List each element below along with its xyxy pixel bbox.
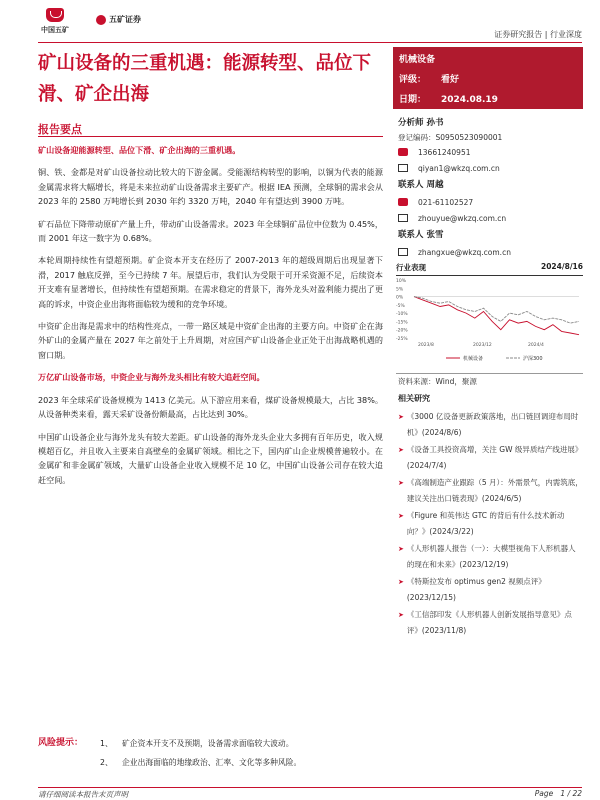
report-type: 证券研究报告 | 行业深度	[494, 30, 582, 39]
risk-row-2	[38, 753, 583, 772]
related-item[interactable]	[398, 508, 583, 540]
summary-highlight: 矿山设备迎能源转型、品位下滑、矿企出海的三重机遇。	[38, 145, 241, 155]
legend-label: 机械设备	[463, 356, 484, 362]
summary-highlight: 万亿矿山设备市场，中资企业与海外龙头相比有较大追赶空间。	[38, 372, 265, 383]
page-number: 1 / 22	[560, 789, 582, 798]
summary-paragraph: 矿石品位下降带动原矿产量上升，带动矿山设备需求。2023 年全球铜矿品位中位数为 0.45%，而 2001 年这一数字为 0.68%。	[38, 218, 383, 244]
series-line-0	[414, 297, 579, 335]
minmetals-logo	[40, 8, 70, 35]
arrow-icon: ➤	[398, 479, 404, 487]
analyst-email-row	[398, 160, 583, 176]
y-tick-label: -25%	[396, 337, 408, 342]
risk-section	[38, 734, 583, 772]
minmetals-name: 中国五矿	[41, 26, 69, 34]
arrow-icon: ➤	[398, 446, 404, 454]
related-item-text: 《设备工具投资高增，关注 GW 级异质结产线进展》(2024/7/4)	[406, 445, 583, 470]
source-divider	[396, 373, 583, 374]
footer-disclaimer: 请仔细阅读本报告末页声明	[38, 790, 128, 799]
date-row	[399, 92, 577, 112]
header-divider	[38, 42, 582, 43]
summary-paragraph: 铜、铁、金都是对矿山设备拉动比较大的下游金属。受能源结构转型的影响，以铜为代表的能源金属需求将大幅增长，将是未来拉动矿山设备需求主要矿产。根据 IEA 预测，全球铜的需求会从 2023 年的 2580 万吨增长到 2030 年约 3320 万吨，2040 年有望达到 3900 万吨。	[38, 167, 383, 207]
summary-paragraph: 2023 年全球采矿设备规模为 1413 亿美元。从下游应用来看，煤矿设备规模最大，占比 38%。从设备种类来看，露天采矿设备份额最高，占比达到 30%。	[38, 394, 383, 420]
footer-divider	[38, 787, 582, 788]
x-tick-label: 2024/4	[528, 343, 544, 348]
contact2-heading: 联系人 张雪	[398, 230, 444, 240]
series-line-1	[414, 297, 579, 324]
y-tick-label: -5%	[396, 303, 405, 309]
related-item-text: 《工信部印发《人形机器人创新发展指导意见》点评》(2023/11/8)	[406, 610, 572, 635]
contact1-heading: 联系人 周越	[398, 180, 444, 190]
y-tick-label: -20%	[396, 328, 408, 334]
summary-paragraph: 中国矿山设备企业与海外龙头有较大差距。矿山设备的海外龙头企业大多拥有百年历史，收入规模超百亿，并且收入主要来自高壁垒的金属矿领域。相比之下，国内矿山企业规模普遍较小。在金属矿和非金属矿领域，大量矿山设备企业收入规模不足 10 亿，中国矿山设备公司存在较大追赶空间。	[38, 431, 383, 485]
related-item[interactable]	[398, 409, 583, 441]
mail-icon	[398, 248, 408, 256]
related-research	[398, 393, 583, 640]
mail-icon	[398, 214, 408, 222]
phone-icon	[398, 148, 408, 156]
related-list	[398, 409, 583, 639]
analyst-phone-row	[398, 144, 583, 160]
related-item-text: 《人形机器人报告（一）：大模型视角下人形机器人的现在和未来》(2023/12/19)	[406, 544, 576, 569]
related-item-text: 《Figure 和英伟达 GTC 的背后有什么技术新动向？》(2024/3/22)	[406, 511, 565, 536]
contact1-phone-row	[398, 194, 583, 210]
risk-text: 企业出海面临的地缘政治、汇率、文化等多种风险。	[122, 758, 302, 767]
related-item[interactable]	[398, 607, 583, 639]
related-item-text: 《特斯拉发布 optimus gen2 视频点评》(2023/12/15)	[406, 577, 546, 602]
y-tick-label: 5%	[396, 287, 404, 293]
risk-label: 风险提示：	[38, 738, 84, 748]
securities-logo-icon	[96, 15, 106, 25]
page-title: 矿山设备的三重机遇：能源转型、品位下滑、矿企出海	[38, 53, 372, 105]
info-panel	[393, 47, 583, 109]
analyst-phone: 13661240951	[418, 147, 471, 157]
analyst-heading: 分析师 孙书	[398, 118, 444, 128]
chart-header	[396, 262, 583, 276]
arrow-icon: ➤	[398, 611, 404, 619]
rating-value: 看好	[441, 75, 460, 85]
sector-row	[399, 52, 577, 72]
chart-plot	[396, 276, 583, 370]
date-value: 2024.08.19	[441, 95, 498, 105]
phone-icon	[398, 198, 408, 206]
page-label: Page	[534, 789, 554, 798]
related-item-text: 《3000 亿设备更新政策落地，出口链回调迎布局时机》(2024/8/6)	[406, 412, 579, 437]
risk-row-1	[38, 734, 583, 753]
securities-name: 五矿证券	[109, 15, 141, 24]
date-label: 日期：	[399, 95, 427, 105]
contact2-email[interactable]: zhangxue@wkzq.com.cn	[418, 247, 511, 257]
y-tick-label: -10%	[396, 312, 408, 318]
y-tick-label: -15%	[396, 320, 408, 326]
chart-title: 行业表现	[396, 263, 426, 272]
related-item[interactable]	[398, 541, 583, 573]
risk-num: 1、	[100, 739, 113, 748]
risk-text: 矿企资本开支不及预期，设备需求面临较大波动。	[122, 739, 294, 748]
related-item[interactable]	[398, 574, 583, 606]
contact1-email-row	[398, 210, 583, 226]
securities-logo	[96, 14, 141, 25]
analyst-panel	[398, 116, 583, 260]
x-tick-label: 2023/12	[473, 343, 492, 348]
contact1-email[interactable]: zhouyue@wkzq.com.cn	[418, 213, 507, 223]
summary-body	[38, 143, 383, 495]
contact1-phone: 021-61102527	[418, 197, 474, 207]
related-item-text: 《高端制造产业跟踪（5 月）：外需景气，内需筑底，建议关注出口链表现》(2024/6/5)	[406, 478, 583, 503]
rating-row	[399, 72, 577, 92]
legend-label: 沪深300	[523, 356, 543, 362]
arrow-icon: ➤	[398, 512, 404, 520]
y-tick-label: 10%	[396, 279, 407, 284]
summary-heading: 报告要点	[38, 123, 82, 136]
sector-value: 机械设备	[399, 55, 436, 65]
related-item[interactable]	[398, 475, 583, 507]
performance-chart	[396, 262, 583, 372]
footer-page	[535, 789, 582, 798]
minmetals-logo-icon	[46, 8, 64, 22]
arrow-icon: ➤	[398, 578, 404, 586]
mail-icon	[398, 164, 408, 172]
related-heading: 相关研究	[398, 394, 430, 403]
analyst-reg: 登记编码：S0950523090001	[398, 133, 503, 142]
x-tick-label: 2023/8	[418, 343, 434, 348]
related-item[interactable]	[398, 442, 583, 474]
arrow-icon: ➤	[398, 545, 404, 553]
rating-label: 评级：	[399, 75, 427, 85]
summary-paragraph: 本轮周期持续性有望超预期。矿企资本开支在经历了 2007-2013 年的超级周期后出现显著下滑，2017 触底反弹，至今已持续 7 年。展望后市，我们认为受限于可开采资源不足，后续资本开支难有显著增长，但持续性有望超预期。在需求稳定的背景下，海外龙头对盈利能力提出了更高的诉求，中资企业出海将面临较为缓和的竞争环境。	[38, 255, 383, 309]
chart-date: 2024/8/16	[540, 262, 583, 271]
y-tick-label: 0%	[396, 295, 404, 301]
contact2-email-row	[398, 244, 583, 260]
header-logos	[40, 8, 141, 36]
analyst-email[interactable]: qiyan1@wkzq.com.cn	[418, 163, 500, 173]
chart-source: 资料来源：Wind，聚源	[398, 377, 477, 386]
summary-paragraph: 中资矿企出海是需求中的结构性亮点，一带一路区域是中资矿企出海的主要方向。中资矿企在海外矿山的金属产量在 2027 年之前处于上升周期，对应国产矿山设备企业正处于出海战略机遇的窗口期。	[38, 321, 383, 360]
arrow-icon: ➤	[398, 413, 404, 421]
summary-divider	[38, 136, 383, 137]
risk-num: 2、	[100, 758, 113, 767]
